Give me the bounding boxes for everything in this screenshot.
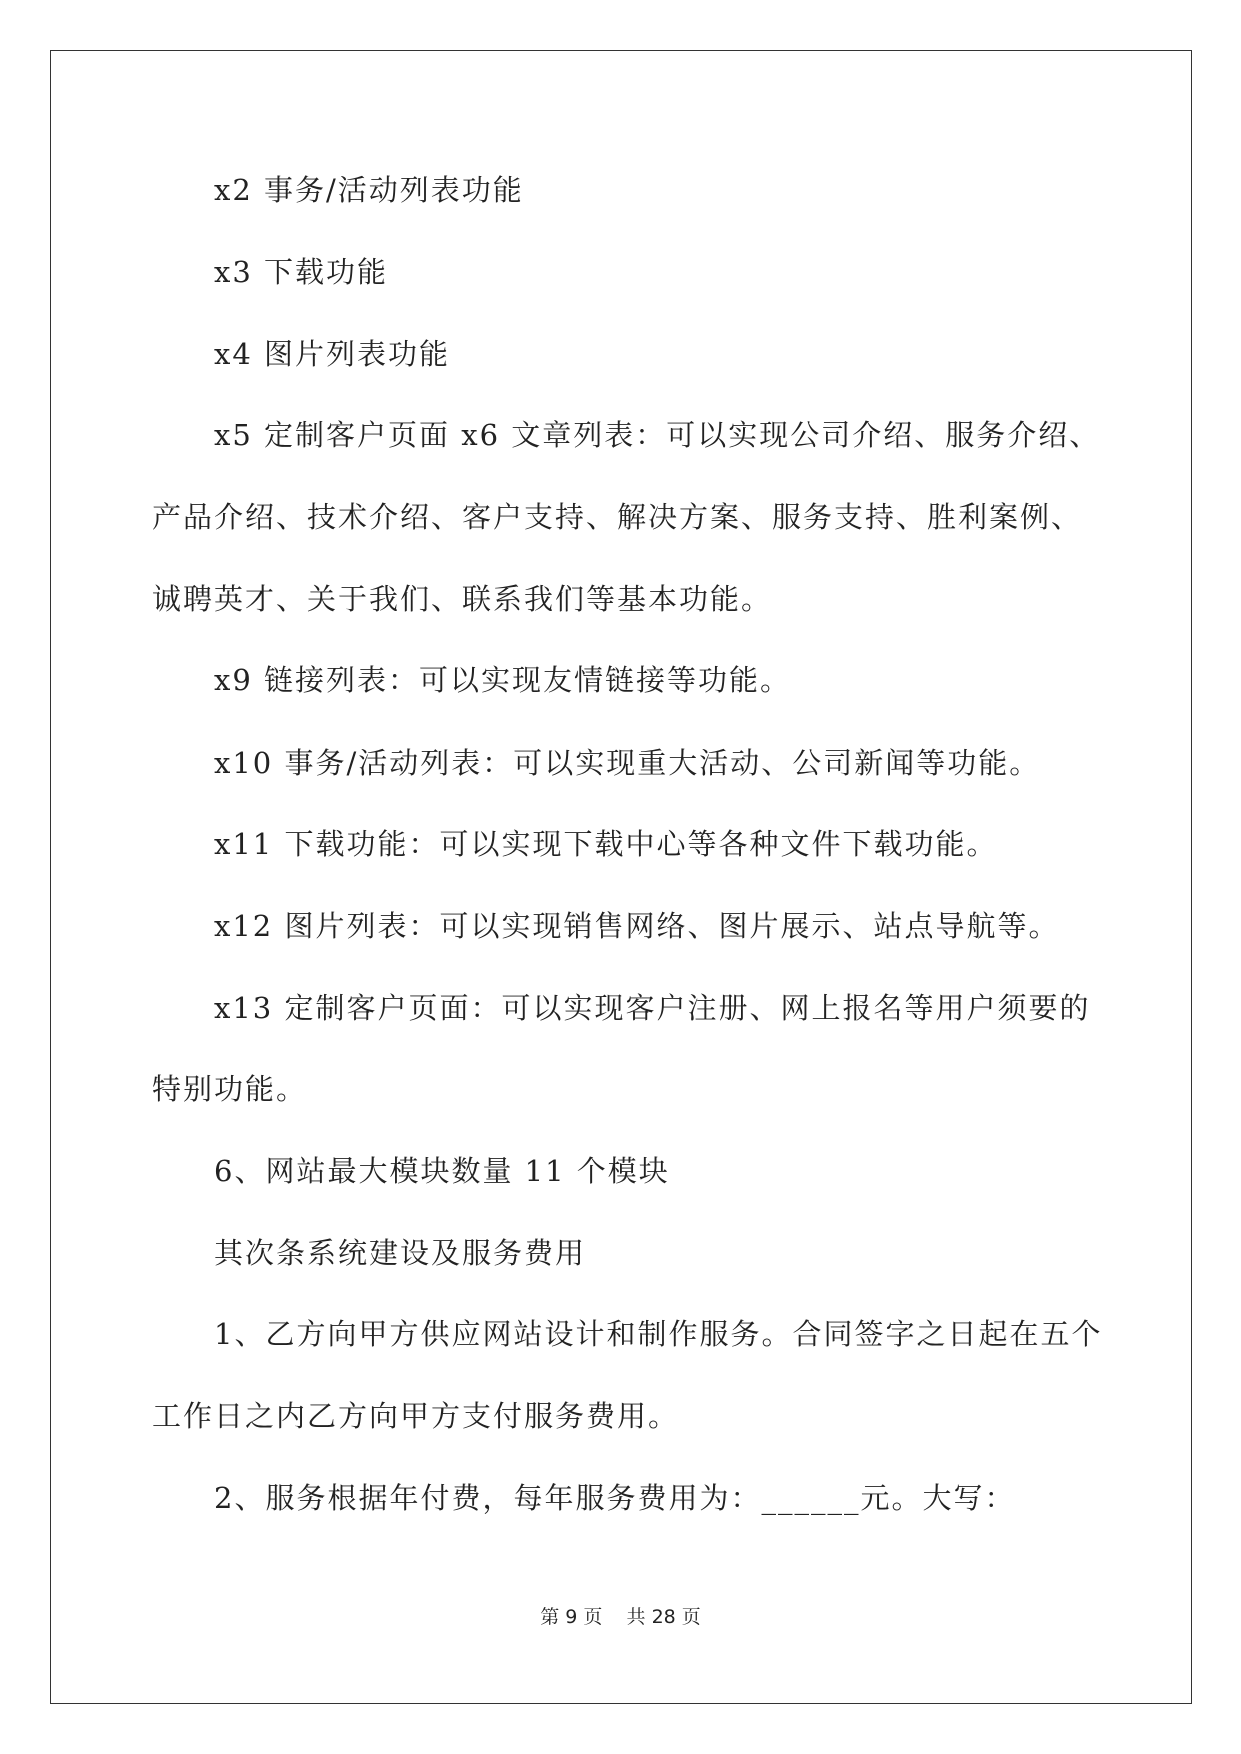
page-number: 第 9 页 bbox=[540, 1606, 603, 1628]
page-border bbox=[50, 50, 1192, 1704]
text-line: 2、服务根据年付费，每年服务费用为：______元。大写： bbox=[214, 1481, 1016, 1515]
text-line: 工作日之内乙方向甲方支付服务费用。 bbox=[152, 1399, 680, 1433]
text-line: 特别功能。 bbox=[152, 1072, 308, 1106]
page-footer bbox=[0, 1602, 1241, 1629]
text-line: x2 事务/活动列表功能 bbox=[214, 173, 524, 207]
text-line: 产品介绍、技术介绍、客户支持、解决方案、服务支持、胜利案例、 bbox=[152, 500, 1083, 534]
text-line: x9 链接列表：可以实现友情链接等功能。 bbox=[214, 663, 792, 697]
text-line: x10 事务/活动列表：可以实现重大活动、公司新闻等功能。 bbox=[214, 746, 1041, 780]
text-line: x4 图片列表功能 bbox=[214, 337, 451, 371]
text-line: 其次条系统建设及服务费用 bbox=[214, 1236, 587, 1270]
text-line: x5 定制客户页面 x6 文章列表：可以实现公司介绍、服务介绍、 bbox=[214, 418, 1101, 452]
text-line: 1、乙方向甲方供应网站设计和制作服务。合同签字之日起在五个 bbox=[214, 1317, 1103, 1351]
page-total: 共 28 页 bbox=[626, 1606, 701, 1628]
text-line: 诚聘英才、关于我们、联系我们等基本功能。 bbox=[152, 582, 773, 616]
text-line: 6、网站最大模块数量 11 个模块 bbox=[214, 1154, 670, 1188]
text-line: x11 下载功能：可以实现下载中心等各种文件下载功能。 bbox=[214, 827, 998, 861]
text-line: x3 下载功能 bbox=[214, 255, 389, 289]
text-line: x12 图片列表：可以实现销售网络、图片展示、站点导航等。 bbox=[214, 909, 1060, 943]
text-line: x13 定制客户页面：可以实现客户注册、网上报名等用户须要的 bbox=[214, 991, 1091, 1025]
